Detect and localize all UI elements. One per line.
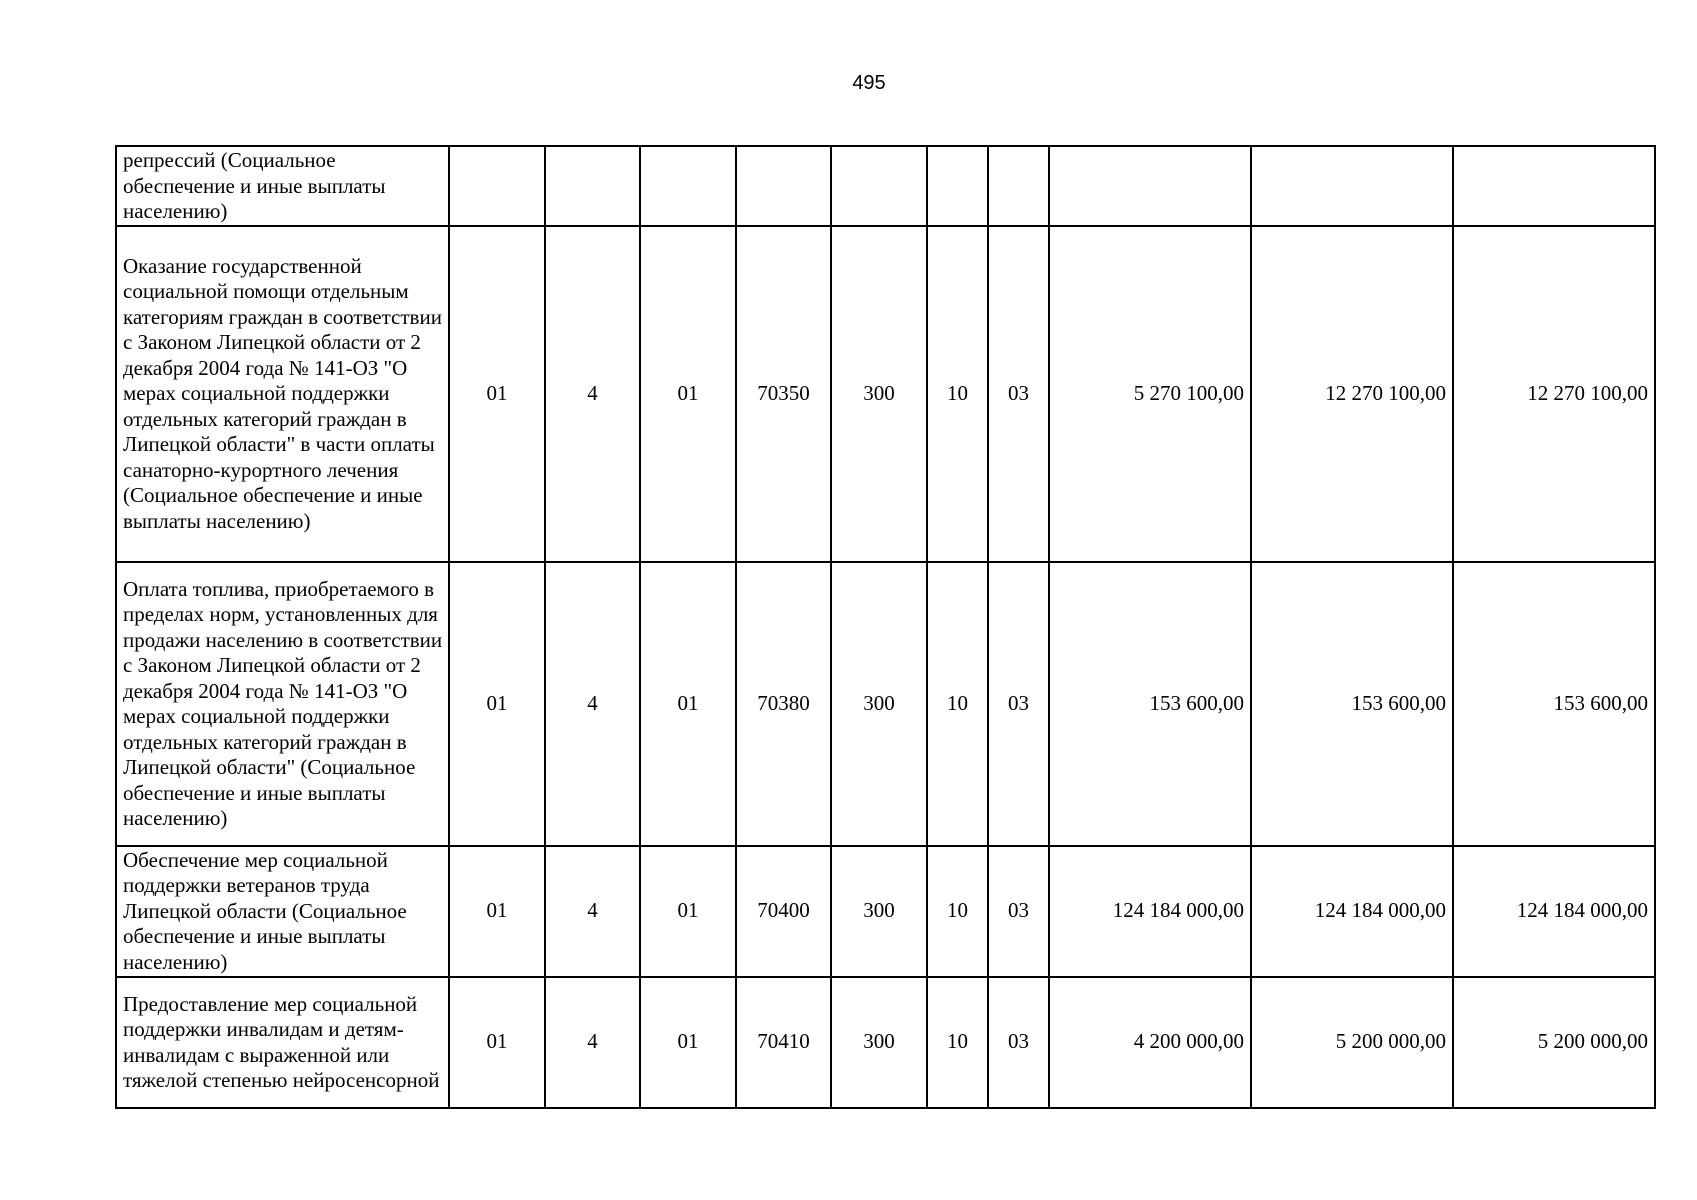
code-subprogram: 4 <box>545 562 640 846</box>
code-program: 01 <box>449 977 545 1108</box>
amount-year-2 <box>1251 146 1453 226</box>
code-direction: 70380 <box>736 562 831 846</box>
code-main-activity: 01 <box>640 226 736 562</box>
code-main-activity <box>640 146 736 226</box>
page-number: 495 <box>852 72 886 94</box>
code-program: 01 <box>449 226 545 562</box>
table-row <box>116 226 1655 562</box>
code-expense-type: 300 <box>831 226 927 562</box>
code-main-activity: 01 <box>640 562 736 846</box>
code-program: 01 <box>449 846 545 977</box>
code-subprogram: 4 <box>545 226 640 562</box>
amount-year-1: 124 184 000,00 <box>1049 846 1251 977</box>
code-section: 10 <box>927 226 988 562</box>
code-subsection: 03 <box>988 977 1049 1108</box>
table-row <box>116 562 1655 846</box>
row-description: Оплата топлива, приобретаемого в пределах норм, установленных для продажи населению в соответствии с Законом Липецкой области от 2 декабря 2004 года № 141-ОЗ "О мерах социальной поддержки отдельных категорий граждан в Липецкой области" (Социальное обеспечение и иные выплаты населению) <box>116 562 449 846</box>
amount-year-1 <box>1049 146 1251 226</box>
code-direction <box>736 146 831 226</box>
code-section: 10 <box>927 846 988 977</box>
amount-year-3: 5 200 000,00 <box>1453 977 1655 1108</box>
code-section: 10 <box>927 562 988 846</box>
code-direction: 70400 <box>736 846 831 977</box>
code-section <box>927 146 988 226</box>
code-direction: 70350 <box>736 226 831 562</box>
budget-table <box>115 145 1656 1109</box>
code-subprogram: 4 <box>545 977 640 1108</box>
code-subsection: 03 <box>988 226 1049 562</box>
amount-year-3 <box>1453 146 1655 226</box>
code-expense-type: 300 <box>831 977 927 1108</box>
amount-year-1: 5 270 100,00 <box>1049 226 1251 562</box>
amount-year-2: 124 184 000,00 <box>1251 846 1453 977</box>
row-description: Оказание государственной социальной помощи отдельным категориям граждан в соответствии с Законом Липецкой области от 2 декабря 2004 года № 141-ОЗ "О мерах социальной поддержки отдельных категорий граждан в Липецкой области" в части оплаты санаторно-курортного лечения (Социальное обеспечение и иные выплаты населению) <box>116 226 449 562</box>
amount-year-3: 12 270 100,00 <box>1453 226 1655 562</box>
amount-year-1: 4 200 000,00 <box>1049 977 1251 1108</box>
code-subsection: 03 <box>988 562 1049 846</box>
amount-year-2: 153 600,00 <box>1251 562 1453 846</box>
code-subsection <box>988 146 1049 226</box>
row-description: Обеспечение мер социальной поддержки ветеранов труда Липецкой области (Социальное обеспечение и иные выплаты населению) <box>116 846 449 977</box>
code-expense-type: 300 <box>831 562 927 846</box>
code-main-activity: 01 <box>640 977 736 1108</box>
table-row <box>116 977 1655 1108</box>
code-main-activity: 01 <box>640 846 736 977</box>
row-description: репрессий (Социальное обеспечение и иные выплаты населению) <box>116 146 449 226</box>
table-row <box>116 146 1655 226</box>
code-expense-type: 300 <box>831 846 927 977</box>
code-subprogram <box>545 146 640 226</box>
amount-year-3: 153 600,00 <box>1453 562 1655 846</box>
code-expense-type <box>831 146 927 226</box>
amount-year-3: 124 184 000,00 <box>1453 846 1655 977</box>
code-direction: 70410 <box>736 977 831 1108</box>
amount-year-2: 5 200 000,00 <box>1251 977 1453 1108</box>
code-section: 10 <box>927 977 988 1108</box>
code-subsection: 03 <box>988 846 1049 977</box>
amount-year-2: 12 270 100,00 <box>1251 226 1453 562</box>
code-subprogram: 4 <box>545 846 640 977</box>
amount-year-1: 153 600,00 <box>1049 562 1251 846</box>
table-row <box>116 846 1655 977</box>
code-program <box>449 146 545 226</box>
code-program: 01 <box>449 562 545 846</box>
row-description: Предоставление мер социальной поддержки инвалидам и детям-инвалидам с выраженной или тяжелой степенью нейросенсорной <box>116 977 449 1108</box>
